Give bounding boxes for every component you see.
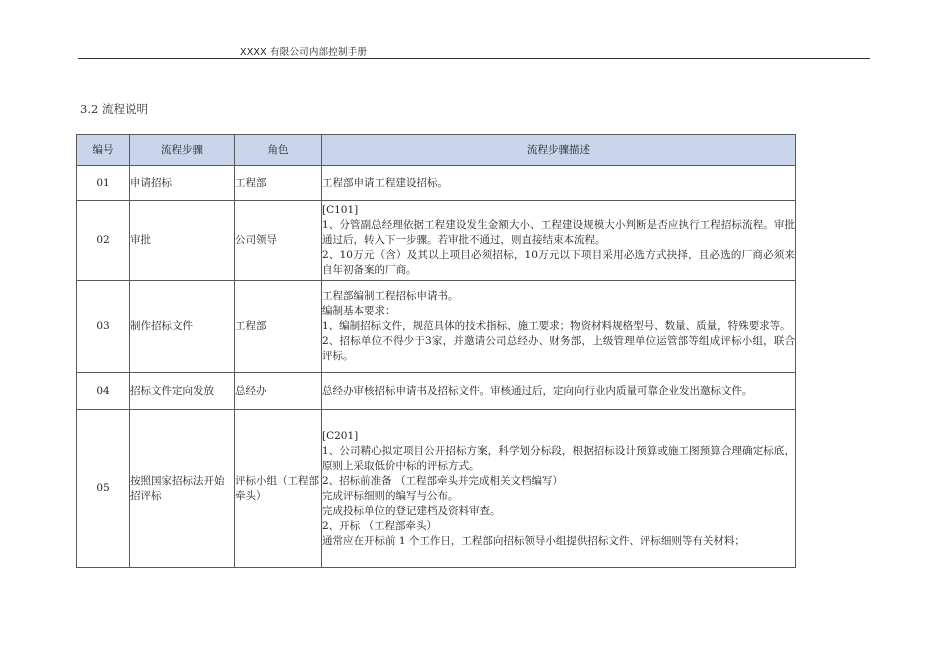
row-description (322, 166, 796, 201)
row-number: 01 (77, 166, 130, 201)
table-row (77, 410, 796, 568)
description-line: 1、公司精心拟定项目公开招标方案，科学划分标段，根据招标设计预算或施工图预算合理确定标底，原则上采取低价中标的评标方式。 (322, 444, 795, 472)
row-role: 工程部 (235, 166, 322, 201)
column-header-step: 流程步骤 (130, 135, 235, 166)
row-description (322, 410, 796, 568)
header-divider (78, 58, 870, 59)
column-header-number: 编号 (77, 135, 130, 166)
row-step: 申请招标 (130, 166, 235, 201)
control-code: [C201] (322, 429, 359, 442)
description-line: 2、10万元（含）及其以上项目必须招标，10万元以下项目采用必选方式抉择，且必选的厂商必须来自年初备案的厂商。 (322, 249, 795, 276)
description-line: 完成评标细则的编写与公布。 (322, 489, 459, 502)
row-description (322, 373, 796, 410)
process-table (76, 134, 796, 568)
description-line: 总经办审核招标申请书及招标文件。审核通过后，定向向行业内质量可靠企业发出邀标文件。 (322, 384, 753, 397)
description-line: 2、招标单位不得少于3家，并邀请公司总经办、财务部，上级管理单位运管部等组成评标小组，联合评标。 (322, 335, 795, 362)
row-number: 03 (77, 281, 130, 373)
section-title: 3.2 流程说明 (80, 102, 148, 116)
description-line: 编制基本要求： (322, 305, 396, 317)
row-role: 公司领导 (235, 201, 322, 281)
description-line: 工程部编制工程招标申请书。 (322, 290, 459, 302)
row-role: 工程部 (235, 281, 322, 373)
row-role: 评标小组（工程部牵头） (235, 410, 322, 568)
row-number: 05 (77, 410, 130, 568)
description-line: 通常应在开标前 1 个工作日，工程部向招标领导小组提供招标文件、评标细则等有关材料； (322, 534, 745, 547)
column-header-description: 流程步骤描述 (322, 135, 796, 166)
description-line: 2、开标 （工程部牵头） (322, 519, 438, 532)
table-header-row (77, 135, 796, 166)
description-line: 1、编制招标文件，规范具体的技术指标、施工要求；物资材料规格型号、数量、质量，特殊要求等。 (322, 320, 791, 332)
control-code: [C101] (322, 204, 359, 216)
description-line: 工程部申请工程建设招标。 (322, 176, 448, 189)
document-header-title: XXXX 有限公司内部控制手册 (240, 47, 368, 58)
row-step: 审批 (130, 201, 235, 281)
description-line: 1、分管副总经理依据工程建设发生金额大小、工程建设规模大小判断是否应执行工程招标流程。审批通过后，转入下一步骤。若审批不通过，则直接结束本流程。 (322, 219, 795, 246)
row-step: 按照国家招标法开始招评标 (130, 410, 235, 568)
table-row (77, 201, 796, 281)
row-step: 制作招标文件 (130, 281, 235, 373)
description-line: 2、招标前准备 （工程部牵头并完成相关文档编写） (322, 474, 564, 487)
row-number: 04 (77, 373, 130, 410)
table-row (77, 281, 796, 373)
description-line: 完成投标单位的登记建档及资料审查。 (322, 504, 501, 517)
row-role: 总经办 (235, 373, 322, 410)
column-header-role: 角色 (235, 135, 322, 166)
row-description (322, 201, 796, 281)
row-number: 02 (77, 201, 130, 281)
table-row (77, 166, 796, 201)
row-step: 招标文件定向发放 (130, 373, 235, 410)
table-row (77, 373, 796, 410)
row-description (322, 281, 796, 373)
